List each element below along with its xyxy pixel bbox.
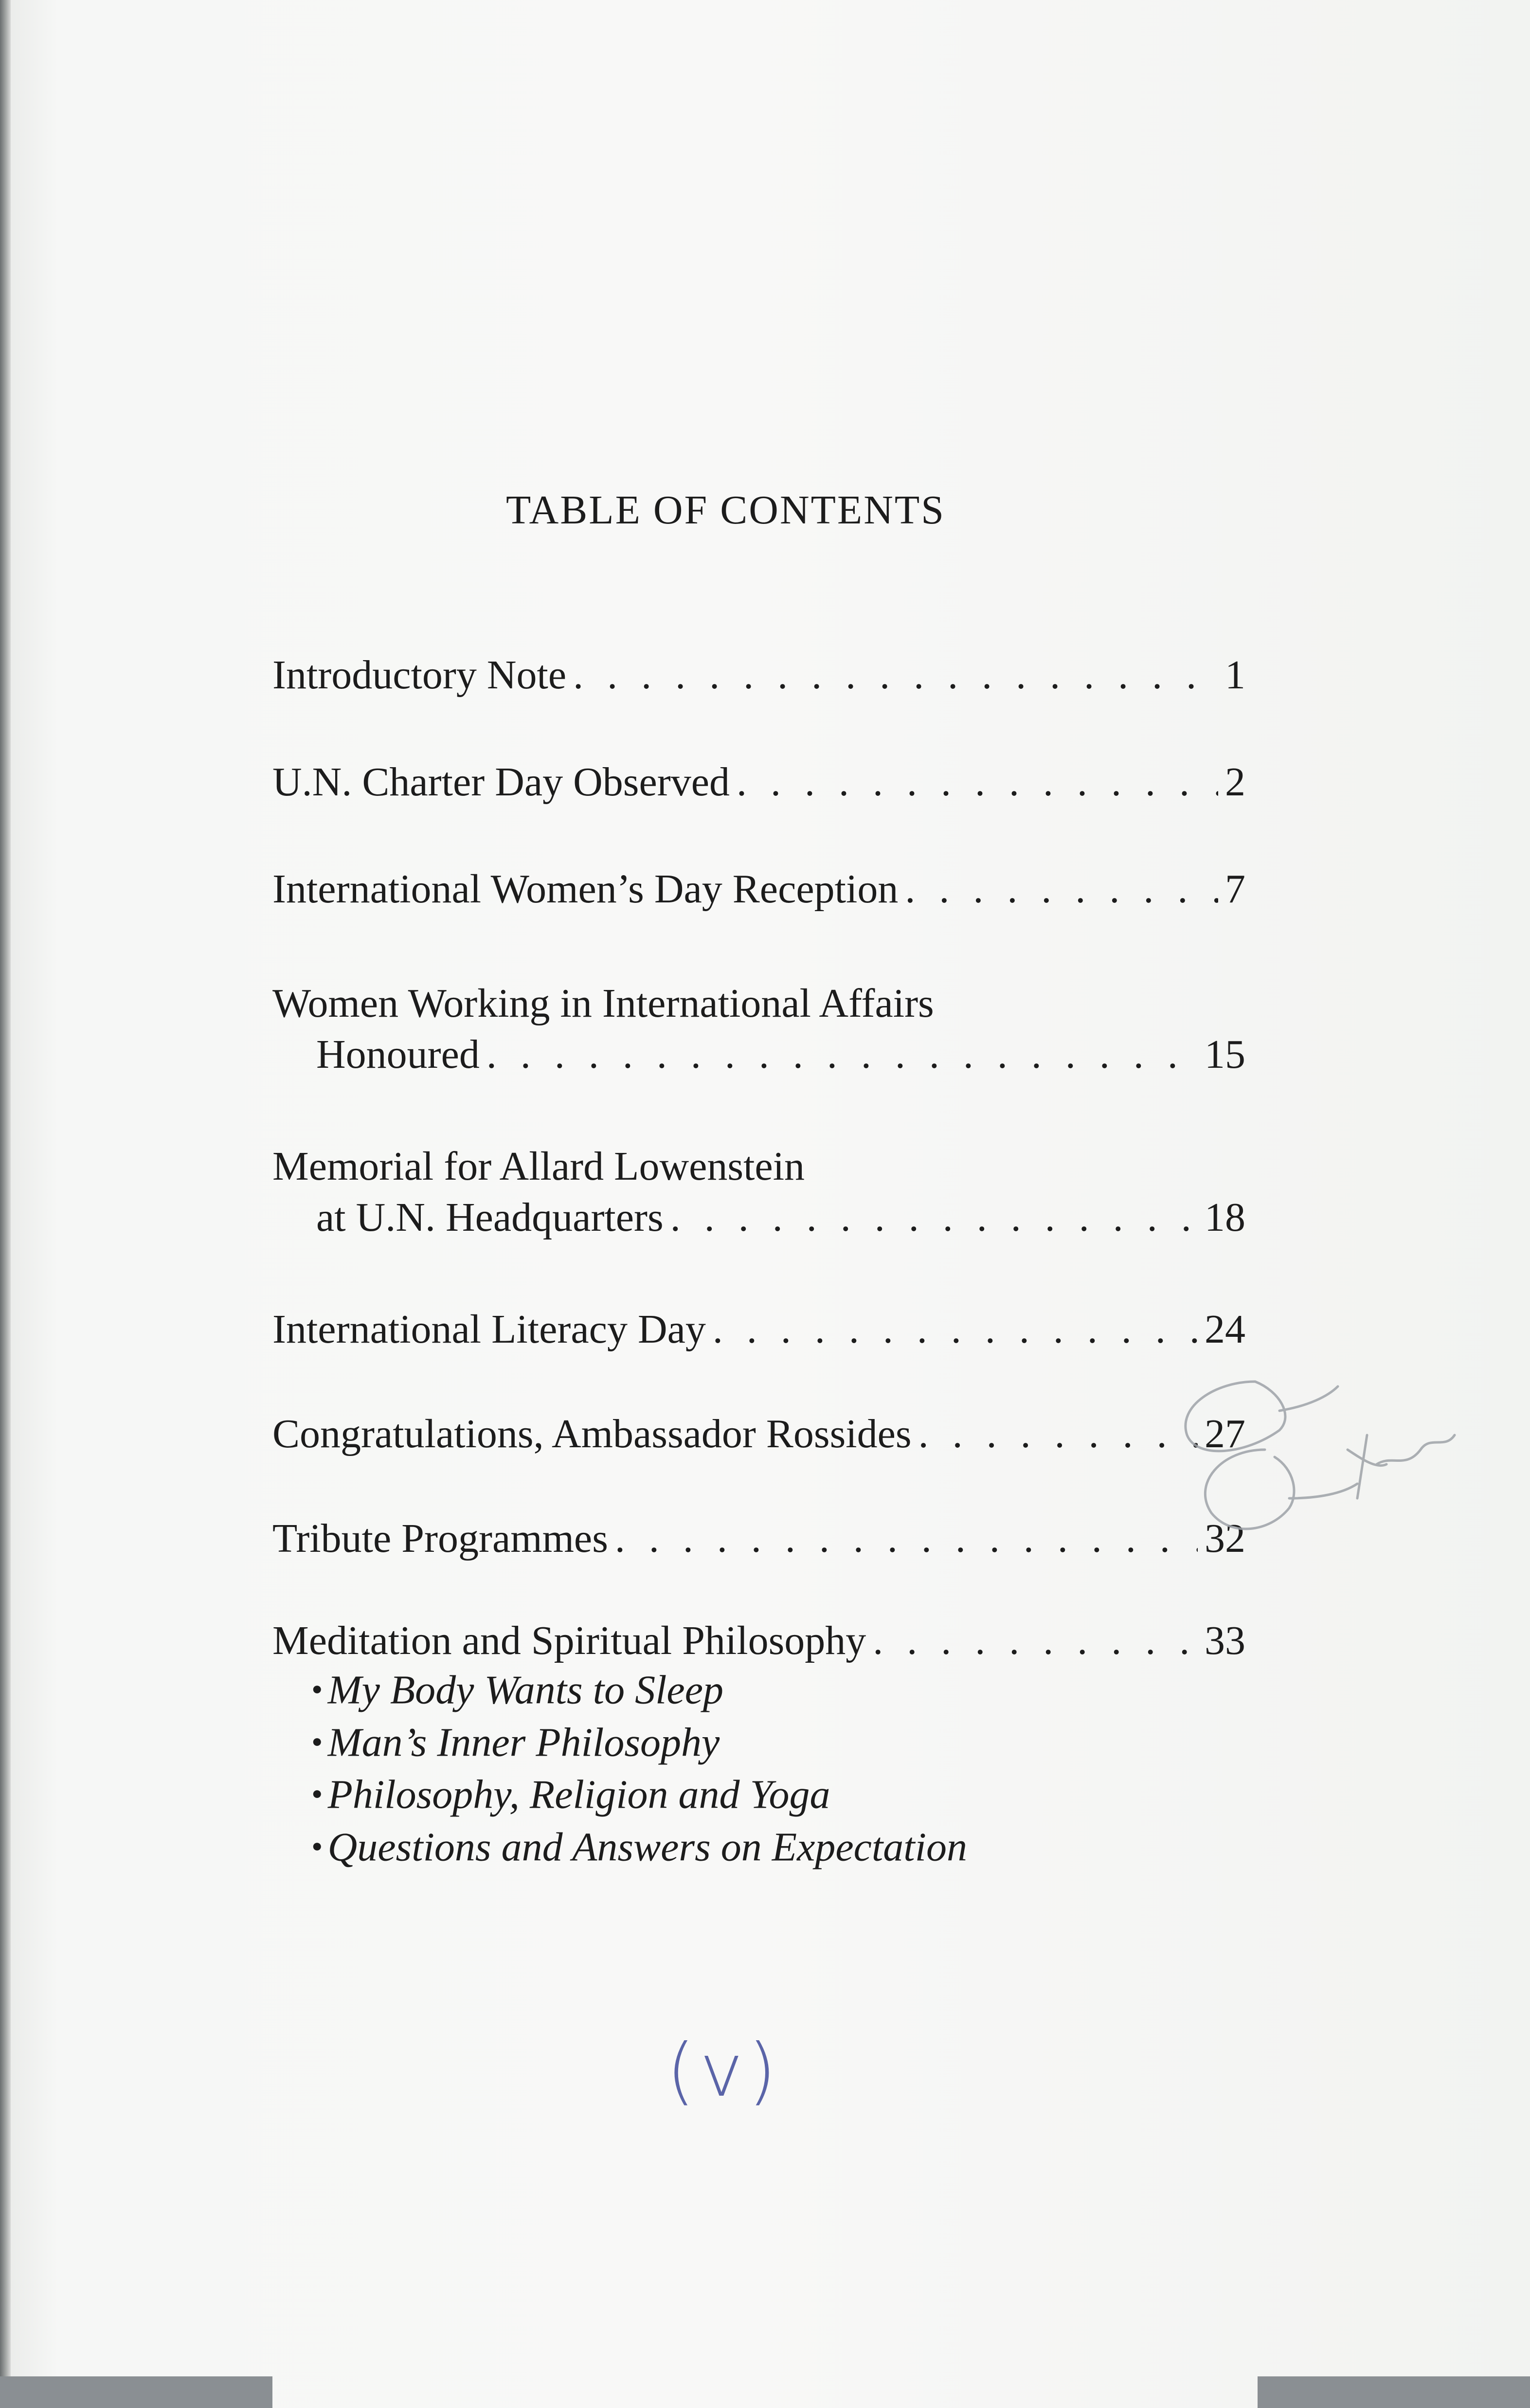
dot-leader (615, 1513, 1198, 1564)
dot-leader (713, 1304, 1198, 1355)
toc-entry (272, 1141, 1245, 1243)
toc-entry-page: 27 (1205, 1411, 1245, 1456)
toc-entry-label: U.N. Charter Day Observed (272, 759, 730, 805)
toc-entry (272, 863, 1245, 915)
toc-entry-page: 33 (1205, 1618, 1245, 1663)
dot-leader (573, 649, 1218, 701)
toc-subitem: • Questions and Answers on Expectation (311, 1821, 967, 1873)
toc-entry-label: at U.N. Headquarters (316, 1195, 664, 1240)
toc-entry-page: 24 (1205, 1307, 1245, 1352)
page-title: TABLE OF CONTENTS (506, 487, 945, 533)
bullet-icon: • (311, 1828, 323, 1865)
dot-leader (905, 863, 1218, 915)
toc-entry-page: 1 (1225, 652, 1245, 698)
toc-entry (272, 649, 1245, 701)
toc-entry (272, 756, 1245, 808)
toc-entry-page: 18 (1205, 1195, 1245, 1240)
toc-entry (272, 1304, 1245, 1355)
toc-entry (272, 1513, 1245, 1564)
toc-entry-label-line1: Memorial for Allard Lowenstein (272, 1144, 805, 1189)
toc-entry-label: Congratulations, Ambassador Rossides (272, 1411, 912, 1456)
bullet-icon: • (311, 1723, 323, 1760)
toc-entry-label: Tribute Programmes (272, 1516, 608, 1561)
toc-subitem: • My Body Wants to Sleep (311, 1664, 967, 1716)
toc-subitem: • Man’s Inner Philosophy (311, 1716, 967, 1769)
toc-entry-label: International Women’s Day Reception (272, 866, 899, 912)
bullet-icon: • (311, 1671, 323, 1707)
handwritten-initials-mark (1134, 1352, 1484, 1586)
toc-entry (272, 1615, 1245, 1666)
toc-entry-label: Introductory Note (272, 652, 567, 698)
toc-entry-label: Honoured (316, 1032, 480, 1077)
scan-border-left (0, 2376, 272, 2408)
handwritten-page-number: (v) (666, 2029, 781, 2113)
scan-border-right (1258, 2376, 1530, 2408)
toc-subitems (311, 1664, 967, 1873)
toc-subitem: • Philosophy, Religion and Yoga (311, 1768, 967, 1821)
toc-entry-page: 32 (1205, 1516, 1245, 1561)
dot-leader (873, 1615, 1198, 1666)
dot-leader (670, 1192, 1198, 1243)
bullet-icon: • (311, 1776, 323, 1813)
toc-entry-label: Meditation and Spiritual Philosophy (272, 1618, 866, 1663)
toc-entry-label: International Literacy Day (272, 1307, 706, 1352)
dot-leader (486, 1029, 1198, 1080)
toc-entry-label-line1: Women Working in International Affairs (272, 981, 934, 1026)
toc-entry-page: 2 (1225, 759, 1245, 805)
page-binding-edge (0, 0, 11, 2408)
toc-entry (272, 1408, 1245, 1459)
toc-entry-page: 7 (1225, 866, 1245, 912)
toc-entry (272, 978, 1245, 1080)
dot-leader (737, 756, 1218, 808)
toc-entry-page: 15 (1205, 1032, 1245, 1077)
